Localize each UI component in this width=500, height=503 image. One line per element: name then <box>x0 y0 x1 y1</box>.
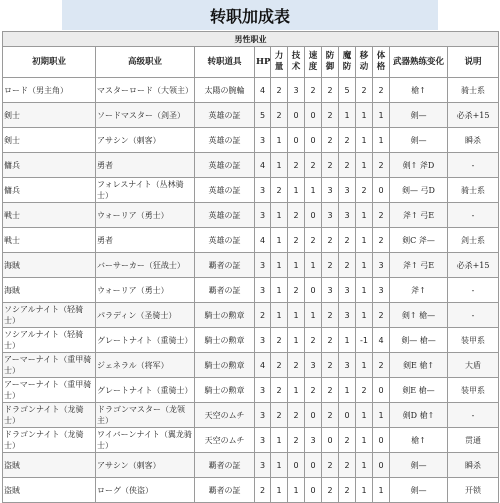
table-cell: 0 <box>305 103 322 128</box>
table-cell: 3 <box>339 203 356 228</box>
col-header: 魔防 <box>339 47 356 78</box>
table-row <box>3 453 499 478</box>
table-cell: ドラゴンナイト（龙骑士） <box>3 403 96 428</box>
table-cell: アサシン（刺客） <box>96 128 195 153</box>
table-cell: 剣士 <box>3 128 96 153</box>
table-cell: 1 <box>356 353 373 378</box>
table-cell: 剣— 弓D <box>390 178 448 203</box>
table-cell: 4 <box>255 228 271 253</box>
table-cell: 开锁 <box>448 478 499 503</box>
table-cell: 1 <box>356 428 373 453</box>
table-cell: 1 <box>305 253 322 278</box>
table-cell: 覇者の証 <box>195 253 255 278</box>
table-cell: 2 <box>339 478 356 503</box>
table-row <box>3 328 499 353</box>
table-cell: 1 <box>356 303 373 328</box>
table-cell: 1 <box>373 478 390 503</box>
table-cell: 1 <box>288 478 305 503</box>
table-cell: アーマーナイト（重甲骑士） <box>3 378 96 403</box>
table-cell: 2 <box>322 328 339 353</box>
table-cell: 3 <box>255 328 271 353</box>
table-cell: 0 <box>305 278 322 303</box>
table-cell: 1 <box>305 178 322 203</box>
table-cell: 天空のムチ <box>195 428 255 453</box>
table-cell: 5 <box>339 78 356 103</box>
table-row <box>3 478 499 503</box>
table-cell: 2 <box>305 378 322 403</box>
table-cell: 3 <box>373 253 390 278</box>
table-cell: 騎士の勲章 <box>195 303 255 328</box>
table-cell: 3 <box>339 278 356 303</box>
table-cell: 太陽の腕輪 <box>195 78 255 103</box>
table-cell: 2 <box>322 78 339 103</box>
class-bonus-table <box>2 31 499 503</box>
table-cell: 1 <box>288 303 305 328</box>
table-cell: 1 <box>373 103 390 128</box>
table-cell: 2 <box>373 228 390 253</box>
table-cell: 2 <box>271 178 288 203</box>
table-cell: 2 <box>271 403 288 428</box>
table-row <box>3 278 499 303</box>
table-row <box>3 353 499 378</box>
table-cell: 3 <box>255 403 271 428</box>
section-label: 男性职业 <box>3 32 499 47</box>
table-cell: 3 <box>322 203 339 228</box>
table-cell: 剣— <box>390 478 448 503</box>
table-cell: 1 <box>271 453 288 478</box>
table-cell: 1 <box>271 203 288 228</box>
table-cell: 1 <box>305 303 322 328</box>
table-cell: 2 <box>339 153 356 178</box>
table-cell: 剣— 槍— <box>390 328 448 353</box>
table-cell: -1 <box>356 328 373 353</box>
table-cell: 2 <box>322 453 339 478</box>
table-row <box>3 378 499 403</box>
col-header: 高级职业 <box>96 47 195 78</box>
table-cell: 装甲系 <box>448 328 499 353</box>
table-cell: 2 <box>305 228 322 253</box>
table-cell: - <box>448 278 499 303</box>
table-cell: グレートナイト（重骑士） <box>96 378 195 403</box>
table-cell: 3 <box>255 428 271 453</box>
table-cell: 天空のムチ <box>195 403 255 428</box>
table-cell: 4 <box>255 78 271 103</box>
table-cell: 2 <box>373 153 390 178</box>
table-cell: 2 <box>271 328 288 353</box>
table-cell: 2 <box>339 453 356 478</box>
table-row <box>3 78 499 103</box>
table-cell: 英雄の証 <box>195 228 255 253</box>
table-cell: 2 <box>288 428 305 453</box>
table-cell: 剣— <box>390 128 448 153</box>
table-cell: 1 <box>271 478 288 503</box>
table-cell: 瞬杀 <box>448 128 499 153</box>
table-cell: グレートナイト（重骑士） <box>96 328 195 353</box>
table-cell: 2 <box>271 103 288 128</box>
table-cell: 1 <box>356 478 373 503</box>
table-cell: - <box>448 153 499 178</box>
table-cell: 剣— <box>390 103 448 128</box>
table-cell: 1 <box>339 328 356 353</box>
table-cell: 2 <box>288 403 305 428</box>
table-cell: 2 <box>322 128 339 153</box>
table-cell: 1 <box>356 253 373 278</box>
table-cell: 3 <box>255 178 271 203</box>
table-cell: 2 <box>288 278 305 303</box>
table-cell: 0 <box>339 403 356 428</box>
page-title: 转职加成表 <box>62 0 438 30</box>
table-cell: 1 <box>356 403 373 428</box>
table-cell: 2 <box>373 303 390 328</box>
table-cell: ウォーリア（勇士） <box>96 278 195 303</box>
table-cell: バーサーカー（狂战士） <box>96 253 195 278</box>
table-cell: 0 <box>305 403 322 428</box>
table-cell: ローグ（侠盗） <box>96 478 195 503</box>
table-row <box>3 228 499 253</box>
table-cell: 0 <box>373 428 390 453</box>
table-cell: 1 <box>271 278 288 303</box>
table-cell: 1 <box>356 278 373 303</box>
class-bonus-table-wrapper <box>0 31 500 495</box>
table-cell: アーマーナイト（重甲骑士） <box>3 353 96 378</box>
col-header: 体格 <box>373 47 390 78</box>
table-row <box>3 153 499 178</box>
table-cell: 勇者 <box>96 228 195 253</box>
table-cell: 2 <box>322 103 339 128</box>
table-cell: 3 <box>339 178 356 203</box>
table-cell: 装甲系 <box>448 378 499 403</box>
table-cell: 2 <box>322 403 339 428</box>
table-cell: 剣C 斧— <box>390 228 448 253</box>
table-cell: 1 <box>373 128 390 153</box>
table-cell: 槍↑ <box>390 428 448 453</box>
table-cell: 3 <box>373 278 390 303</box>
table-cell: 2 <box>373 78 390 103</box>
table-cell: 2 <box>339 228 356 253</box>
table-cell: 1 <box>356 153 373 178</box>
table-cell: 2 <box>339 128 356 153</box>
table-cell: 2 <box>288 228 305 253</box>
table-cell: ドラゴンマスター（龙领主） <box>96 403 195 428</box>
table-cell: 4 <box>373 328 390 353</box>
table-cell: 戦士 <box>3 203 96 228</box>
table-row <box>3 103 499 128</box>
table-row <box>3 203 499 228</box>
table-cell: 3 <box>255 378 271 403</box>
table-cell: 必杀+15 <box>448 103 499 128</box>
table-row <box>3 128 499 153</box>
table-cell: 0 <box>322 428 339 453</box>
table-cell: 1 <box>288 328 305 353</box>
table-cell: 1 <box>271 153 288 178</box>
table-cell: アサシン（刺客） <box>96 453 195 478</box>
table-cell: 傭兵 <box>3 178 96 203</box>
table-cell: 剣D 槍↑ <box>390 403 448 428</box>
table-cell: 海賊 <box>3 253 96 278</box>
table-cell: 0 <box>288 128 305 153</box>
table-cell: 3 <box>255 253 271 278</box>
table-cell: 0 <box>305 128 322 153</box>
table-cell: 骑士系 <box>448 178 499 203</box>
table-cell: 2 <box>356 78 373 103</box>
table-cell: 槍↑ <box>390 78 448 103</box>
table-cell: 2 <box>322 153 339 178</box>
table-cell: 骑士系 <box>448 78 499 103</box>
table-cell: 2 <box>288 203 305 228</box>
col-header: 转职道具 <box>195 47 255 78</box>
table-cell: 盗賊 <box>3 453 96 478</box>
table-cell: 2 <box>356 378 373 403</box>
table-cell: 剑士系 <box>448 228 499 253</box>
table-cell: 2 <box>322 378 339 403</box>
table-cell: 2 <box>373 203 390 228</box>
table-cell: ジェネラル（将军） <box>96 353 195 378</box>
table-cell: 3 <box>305 353 322 378</box>
table-cell: 3 <box>305 428 322 453</box>
table-cell: 0 <box>305 478 322 503</box>
table-cell: 4 <box>255 353 271 378</box>
table-cell: 1 <box>271 128 288 153</box>
table-cell: 1 <box>288 253 305 278</box>
table-cell: 1 <box>288 378 305 403</box>
table-cell: 3 <box>339 353 356 378</box>
table-cell: 2 <box>339 428 356 453</box>
table-cell: 剣士 <box>3 103 96 128</box>
table-cell: マスターロード（大领主） <box>96 78 195 103</box>
table-cell: 1 <box>356 103 373 128</box>
table-cell: 2 <box>322 353 339 378</box>
table-cell: 1 <box>356 203 373 228</box>
table-cell: 2 <box>255 303 271 328</box>
table-cell: 戦士 <box>3 228 96 253</box>
table-cell: 1 <box>271 253 288 278</box>
table-cell: ワイバーンナイト（翼龙骑士） <box>96 428 195 453</box>
table-cell: 1 <box>339 378 356 403</box>
table-cell: 2 <box>288 353 305 378</box>
table-row <box>3 178 499 203</box>
table-row <box>3 428 499 453</box>
table-cell: 贯通 <box>448 428 499 453</box>
table-cell: 0 <box>373 453 390 478</box>
table-cell: 盗賊 <box>3 478 96 503</box>
table-cell: 2 <box>305 153 322 178</box>
table-cell: - <box>448 203 499 228</box>
table-cell: 1 <box>356 128 373 153</box>
table-cell: 3 <box>255 128 271 153</box>
table-cell: 1 <box>373 403 390 428</box>
table-cell: 4 <box>255 153 271 178</box>
table-cell: 1 <box>356 453 373 478</box>
table-cell: ドラゴンナイト（龙骑士） <box>3 428 96 453</box>
col-header: 力量 <box>271 47 288 78</box>
table-row <box>3 303 499 328</box>
table-cell: 1 <box>271 228 288 253</box>
table-row <box>3 403 499 428</box>
table-cell: 英雄の証 <box>195 153 255 178</box>
table-cell: 英雄の証 <box>195 203 255 228</box>
table-cell: 0 <box>288 103 305 128</box>
header-row <box>3 47 499 78</box>
table-cell: 傭兵 <box>3 153 96 178</box>
table-cell: - <box>448 303 499 328</box>
table-cell: 英雄の証 <box>195 178 255 203</box>
table-cell: 斧↑ <box>390 278 448 303</box>
table-cell: 3 <box>339 303 356 328</box>
table-cell: 3 <box>255 203 271 228</box>
table-cell: 3 <box>255 278 271 303</box>
table-cell: 2 <box>339 253 356 278</box>
table-cell: 剣↑ 槍— <box>390 303 448 328</box>
col-header: 移动 <box>356 47 373 78</box>
table-cell: 剣E 槍↑ <box>390 353 448 378</box>
table-cell: - <box>448 403 499 428</box>
table-cell: 0 <box>305 453 322 478</box>
col-header: 武器熟练变化 <box>390 47 448 78</box>
table-cell: 英雄の証 <box>195 128 255 153</box>
table-cell: ソードマスター（剑圣） <box>96 103 195 128</box>
table-cell: パラディン（圣骑士） <box>96 303 195 328</box>
table-cell: ロード（男主角） <box>3 78 96 103</box>
table-cell: 騎士の勲章 <box>195 378 255 403</box>
table-cell: 2 <box>271 353 288 378</box>
table-cell: 2 <box>305 78 322 103</box>
table-cell: 剣— <box>390 453 448 478</box>
table-cell: フォレスナイト（丛林骑士） <box>96 178 195 203</box>
table-cell: 0 <box>288 453 305 478</box>
section-row <box>3 32 499 47</box>
table-cell: 0 <box>373 178 390 203</box>
table-cell: 2 <box>322 303 339 328</box>
col-header: 速度 <box>305 47 322 78</box>
col-header: HP <box>255 47 271 78</box>
col-header: 防御 <box>322 47 339 78</box>
table-row <box>3 253 499 278</box>
table-cell: 2 <box>255 478 271 503</box>
table-cell: 3 <box>322 278 339 303</box>
table-cell: ウォーリア（勇士） <box>96 203 195 228</box>
table-cell: 1 <box>356 228 373 253</box>
col-header: 初期职业 <box>3 47 96 78</box>
table-cell: 瞬杀 <box>448 453 499 478</box>
col-header: 说明 <box>448 47 499 78</box>
table-cell: 1 <box>271 428 288 453</box>
table-cell: 覇者の証 <box>195 478 255 503</box>
table-cell: 2 <box>373 353 390 378</box>
table-cell: 騎士の勲章 <box>195 353 255 378</box>
table-cell: 2 <box>322 228 339 253</box>
table-cell: 2 <box>271 78 288 103</box>
table-cell: 剣↑ 斧D <box>390 153 448 178</box>
table-cell: 2 <box>322 253 339 278</box>
table-cell: 英雄の証 <box>195 103 255 128</box>
table-cell: 3 <box>288 78 305 103</box>
table-cell: 0 <box>305 203 322 228</box>
table-cell: 海賊 <box>3 278 96 303</box>
table-cell: 覇者の証 <box>195 453 255 478</box>
table-cell: 5 <box>255 103 271 128</box>
table-cell: 斧↑ 弓E <box>390 203 448 228</box>
table-cell: 1 <box>288 178 305 203</box>
table-cell: 勇者 <box>96 153 195 178</box>
table-cell: ソシアルナイト（轻骑士） <box>3 303 96 328</box>
table-cell: 斧↑ 弓E <box>390 253 448 278</box>
table-cell: 2 <box>305 328 322 353</box>
table-cell: 剣E 槍— <box>390 378 448 403</box>
table-cell: 1 <box>339 103 356 128</box>
table-cell: ソシアルナイト（轻骑士） <box>3 328 96 353</box>
table-cell: 2 <box>288 153 305 178</box>
table-cell: 2 <box>271 378 288 403</box>
table-cell: 0 <box>373 378 390 403</box>
table-cell: 必杀+15 <box>448 253 499 278</box>
table-cell: 2 <box>322 478 339 503</box>
table-cell: 2 <box>356 178 373 203</box>
col-header: 技术 <box>288 47 305 78</box>
table-cell: 騎士の勲章 <box>195 328 255 353</box>
table-cell: 大盾 <box>448 353 499 378</box>
table-cell: 1 <box>271 303 288 328</box>
table-cell: 3 <box>255 453 271 478</box>
table-cell: 覇者の証 <box>195 278 255 303</box>
table-cell: 3 <box>322 178 339 203</box>
